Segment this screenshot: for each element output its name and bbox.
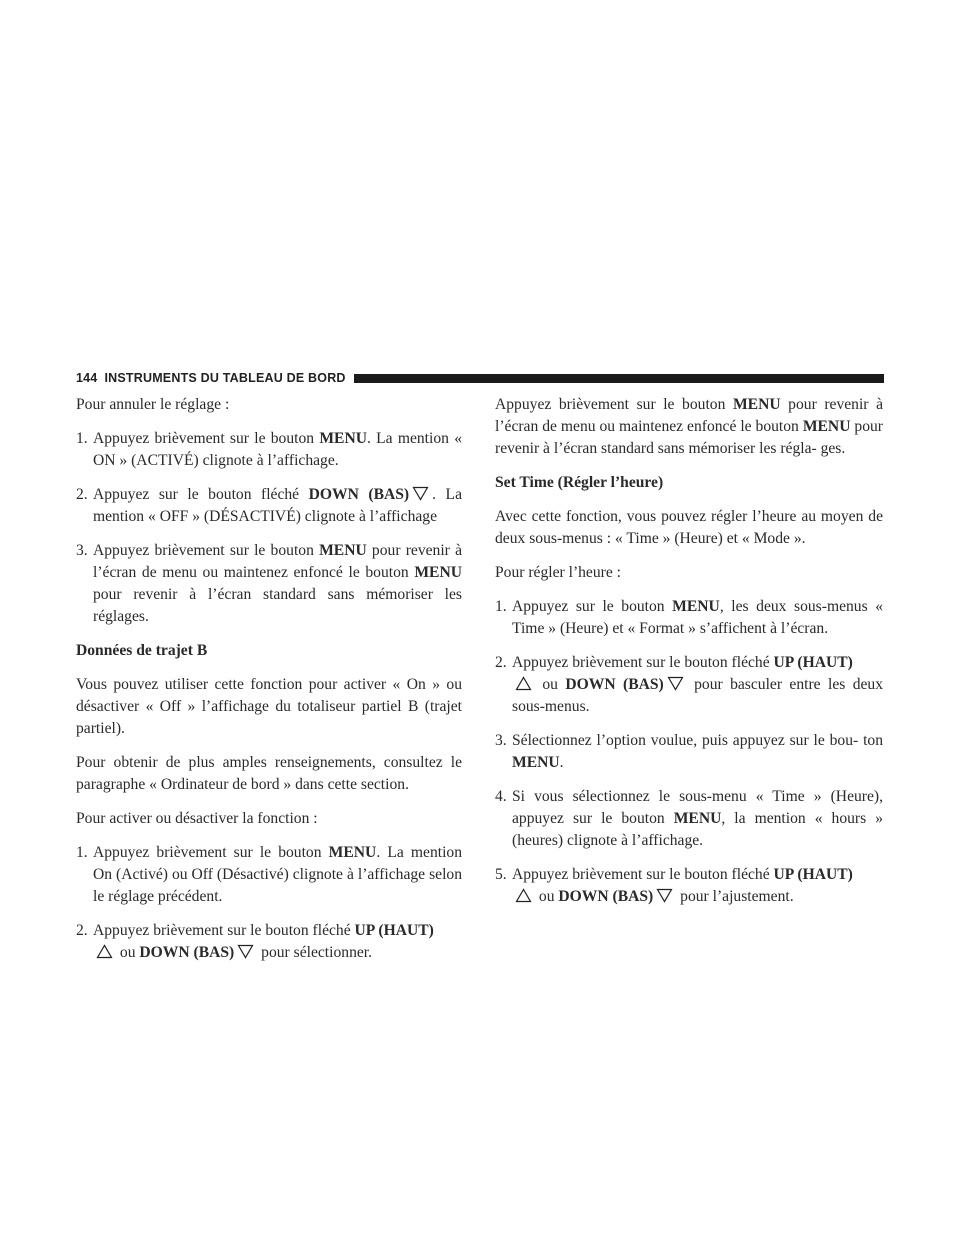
page-number: 144 [76, 371, 98, 385]
item-text: , les deux sous-menus « Time » (Heure) et « Format » s’affichent à l’écran. [512, 598, 884, 637]
item-text: ou [535, 676, 566, 693]
paragraph-cancel: Pour annuler le réglage : [76, 396, 230, 413]
item-text: Appuyez brièvement sur le bouton fléché [512, 654, 774, 671]
down-arrow-icon [237, 944, 254, 959]
up-label: UP (HAUT) [773, 866, 853, 883]
item-text: ou [116, 944, 140, 961]
item-text: pour revenir à l’écran de menu ou maintenez enfoncé le bouton [93, 542, 462, 581]
heading-trip-b: Données de trajet B [76, 642, 208, 659]
down-arrow-icon [667, 676, 684, 691]
paragraph-toggle: Pour activer ou désactiver la fonction : [76, 810, 318, 827]
list-item [495, 786, 883, 852]
section-title: INSTRUMENTS DU TABLEAU DE BORD [104, 371, 346, 385]
heading-set-time: Set Time (Régler l’heure) [495, 474, 664, 491]
list-item [495, 864, 883, 908]
menu-label: MENU [319, 542, 367, 559]
paragraph-intro [495, 394, 883, 460]
up-arrow-icon [96, 944, 113, 959]
paragraph-set-time: Avec cette fonction, vous pouvez régler l’heure au moyen de deux sous-menus : « Time » (Heure) et « Mode ». [495, 508, 883, 547]
menu-label: MENU [328, 844, 377, 861]
item-text: pour basculer entre les deux sous-menus. [512, 676, 884, 715]
header-rule [354, 374, 884, 383]
list-item [495, 596, 883, 640]
list-item [76, 484, 462, 528]
up-label: UP (HAUT) [773, 654, 853, 671]
item-text: Appuyez brièvement sur le bouton [93, 844, 329, 861]
down-label: DOWN (BAS) [139, 944, 235, 961]
menu-label: MENU [414, 564, 462, 581]
paragraph-adjust: Pour régler l’heure : [495, 564, 621, 581]
list-item [76, 428, 462, 472]
paragraph-more-info: Pour obtenir de plus amples renseignements, consultez le paragraphe « Ordinateur de bord » dans cette section. [76, 754, 462, 793]
down-arrow-icon [656, 888, 673, 903]
right-column [495, 394, 883, 920]
item-text: . La mention On (Activé) ou Off (Désactivé) clignote à l’affichage selon le réglage précédent. [93, 844, 462, 905]
item-text: pour revenir à l’écran standard sans mémoriser les réglages. [93, 586, 462, 625]
item-text: . La mention « OFF » (DÉSACTIVÉ) clignote à l’affichage [93, 486, 462, 525]
down-label: DOWN (BAS) [308, 486, 410, 503]
list-item [495, 652, 883, 718]
list-item [76, 920, 462, 964]
down-label: DOWN (BAS) [565, 676, 664, 693]
item-text: Appuyez brièvement sur le bouton [93, 542, 320, 559]
item-number: 1. [495, 598, 507, 615]
item-text: pour sélectionner. [257, 944, 373, 961]
intro-text: pour revenir à l’écran de menu ou maintenez enfoncé le bouton [495, 396, 883, 435]
menu-label: MENU [672, 598, 720, 615]
menu-label: MENU [319, 430, 367, 447]
down-label: DOWN (BAS) [558, 888, 654, 905]
item-number: 2. [495, 654, 507, 671]
item-number: 2. [76, 922, 88, 939]
item-number: 1. [76, 844, 88, 861]
item-text: , la mention « hours » (heures) clignote à l’affichage. [512, 810, 883, 849]
down-arrow-icon [412, 486, 429, 501]
item-number: 2. [76, 486, 88, 503]
menu-label: MENU [673, 810, 722, 827]
paragraph-trip-b: Vous pouvez utiliser cette fonction pour activer « On » ou désactiver « Off » l’affichage du totaliseur partiel B (trajet partiel). [76, 676, 462, 737]
item-text: Appuyez brièvement sur le bouton fléché [93, 922, 355, 939]
intro-text: pour revenir à l’écran standard sans mémoriser les régla- ges. [495, 418, 883, 457]
list-item [495, 730, 883, 774]
menu-label: MENU [802, 418, 851, 435]
menu-label: MENU [512, 754, 560, 771]
item-number: 3. [495, 732, 507, 749]
item-text: Appuyez sur le bouton [512, 598, 673, 615]
item-text: Appuyez brièvement sur le bouton fléché [512, 866, 774, 883]
item-number: 5. [495, 866, 507, 883]
item-text: . [559, 754, 564, 771]
up-arrow-icon [515, 676, 532, 691]
item-text: ou [535, 888, 559, 905]
item-text: pour l’ajustement. [676, 888, 794, 905]
list-item [76, 540, 462, 628]
up-arrow-icon [515, 888, 532, 903]
intro-text: Appuyez brièvement sur le bouton [495, 396, 733, 413]
item-number: 1. [76, 430, 88, 447]
list-item [76, 842, 462, 908]
page-header [76, 370, 884, 386]
item-number: 3. [76, 542, 88, 559]
left-column [76, 394, 462, 976]
item-text: Appuyez sur le bouton fléché [93, 486, 309, 503]
item-text: Appuyez brièvement sur le bouton [93, 430, 320, 447]
item-text: . La mention « ON » (ACTIVÉ) clignote à l’affichage. [93, 430, 462, 469]
up-label: UP (HAUT) [354, 922, 434, 939]
item-number: 4. [495, 788, 507, 805]
menu-label: MENU [732, 396, 781, 413]
item-text: Sélectionnez l’option voulue, puis appuyez sur le bou- ton [512, 732, 883, 749]
item-text: Si vous sélectionnez le sous-menu « Time » (Heure), appuyez sur le bouton [512, 788, 883, 827]
